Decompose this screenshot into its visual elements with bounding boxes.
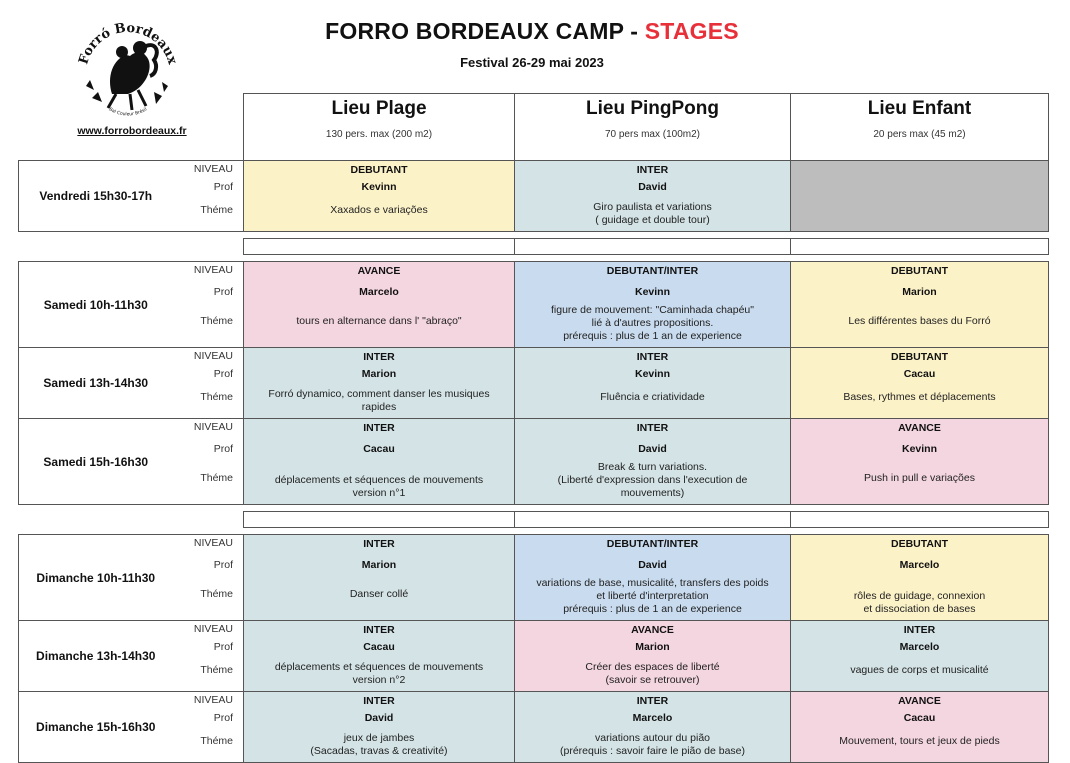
- class-theme-line: (Sacadas, travas & creativité): [310, 745, 448, 757]
- slot-label-cell: [19, 161, 169, 232]
- field-label-theme: Théme: [200, 315, 233, 327]
- venue-header-pingpong: [515, 94, 791, 161]
- field-label-level: NIVEAU: [193, 264, 233, 276]
- class-theme-line: jeux de jambes: [343, 732, 415, 744]
- class-theme: [248, 388, 510, 414]
- class-level: INTER: [636, 695, 669, 707]
- page-title-accent: STAGES: [644, 18, 739, 44]
- class-theme-line: version n°2: [352, 674, 406, 686]
- slot-row: [19, 692, 1049, 763]
- slot-label-cell: [19, 621, 169, 692]
- class-theme-line: Push in pull e variações: [864, 472, 975, 484]
- slot-label: Samedi 10h-11h30: [43, 297, 148, 312]
- class-theme: [519, 577, 786, 616]
- class-cell-pingpong: [515, 621, 791, 692]
- class-level: DEBUTANT: [350, 164, 408, 176]
- field-label-level: NIVEAU: [193, 623, 233, 635]
- class-theme-line: Bases, rythmes et déplacements: [843, 391, 996, 403]
- row-gap: [19, 505, 1049, 512]
- slot-label-cell: [19, 262, 169, 348]
- class-theme: [795, 664, 1044, 677]
- field-labels: [169, 161, 244, 232]
- class-cell-pingpong: [515, 262, 791, 348]
- spacer-row: [19, 512, 1049, 528]
- class-theme-line: prérequis : plus de 1 an de experience: [563, 603, 742, 615]
- field-label-teacher: Prof: [213, 559, 233, 571]
- class-theme: [795, 472, 1044, 485]
- class-theme-line: Break & turn variations.: [597, 461, 708, 473]
- slot-label: Vendredi 15h30-17h: [39, 189, 153, 203]
- spacer-cell: [791, 239, 1049, 255]
- class-level: INTER: [636, 164, 669, 176]
- class-level: DEBUTANT: [891, 538, 948, 550]
- page-title: [232, 18, 832, 45]
- field-label-theme: Théme: [200, 391, 233, 403]
- class-cell-plage: [244, 692, 515, 763]
- spacer-cell: [244, 512, 515, 528]
- venue-header-enfant: [791, 94, 1049, 161]
- class-theme-line: (Liberté d'expression dans l'execution de: [557, 474, 748, 486]
- field-label-level: NIVEAU: [193, 421, 233, 433]
- class-teacher: Kevinn: [901, 443, 937, 455]
- spacer-cell: [515, 239, 791, 255]
- class-teacher: Kevinn: [634, 368, 670, 380]
- class-theme: [519, 661, 786, 687]
- slot-row: [19, 262, 1049, 348]
- class-teacher: Cacau: [363, 641, 395, 653]
- class-teacher: Marion: [361, 368, 397, 380]
- class-cell-enfant: [791, 419, 1049, 505]
- class-teacher: David: [364, 712, 394, 724]
- class-theme: [795, 590, 1044, 616]
- class-teacher: Kevinn: [634, 286, 670, 298]
- class-theme-line: Les différentes bases du Forró: [848, 315, 991, 327]
- field-labels: [169, 419, 244, 505]
- class-theme: [795, 315, 1044, 328]
- class-theme-line: version n°1: [352, 487, 406, 499]
- class-cell-enfant: [791, 348, 1049, 419]
- field-label-theme: Théme: [200, 735, 233, 747]
- slot-row: [19, 161, 1049, 232]
- class-theme-line: tours en alternance dans l' "abraço": [296, 315, 462, 327]
- slot-label: Samedi 15h-16h30: [43, 454, 149, 469]
- schedule-table: [18, 93, 1049, 763]
- field-labels: [169, 348, 244, 419]
- class-theme-line: lié à d'autres propositions.: [591, 317, 714, 329]
- venue-capacity: 70 pers max (100m2): [604, 129, 701, 140]
- class-level: DEBUTANT: [891, 351, 948, 363]
- slot-label-cell: [19, 535, 169, 621]
- slot-row: [19, 535, 1049, 621]
- field-label-level: NIVEAU: [193, 537, 233, 549]
- spacer-blank: [19, 239, 244, 255]
- class-teacher: Marion: [635, 641, 670, 653]
- slot-label-cell: [19, 692, 169, 763]
- class-cell-plage: [244, 621, 515, 692]
- header-spacer: [19, 94, 244, 161]
- class-theme-line: ( guidage et double tour): [595, 214, 710, 226]
- class-theme: [248, 474, 510, 500]
- class-theme: [519, 732, 786, 758]
- class-theme-line: Fluência e criatividade: [600, 391, 705, 403]
- class-level: INTER: [363, 422, 395, 434]
- class-teacher: David: [638, 559, 667, 571]
- field-labels: [169, 621, 244, 692]
- class-cell-pingpong: [515, 419, 791, 505]
- spacer-cell: [244, 239, 515, 255]
- page-subtitle: Festival 26-29 mai 2023: [460, 55, 604, 70]
- class-theme: [519, 461, 786, 500]
- page-title-main: FORRO BORDEAUX CAMP -: [325, 18, 645, 44]
- class-cell-plage: [244, 161, 515, 232]
- field-label-teacher: Prof: [213, 443, 233, 455]
- class-theme: [519, 304, 786, 343]
- class-level: AVANCE: [898, 422, 941, 434]
- class-theme-line: Mouvement, tours et jeux de pieds: [839, 735, 1000, 747]
- class-theme: [248, 204, 510, 217]
- class-cell-plage: [244, 419, 515, 505]
- field-label-theme: Théme: [200, 588, 233, 600]
- class-theme-line: déplacements et séquences de mouvements: [274, 474, 484, 486]
- class-level: INTER: [363, 624, 395, 636]
- class-cell-enfant: [791, 161, 1049, 232]
- venue-name: Lieu Plage: [331, 98, 427, 119]
- class-level: DEBUTANT: [891, 265, 948, 277]
- class-cell-plage: [244, 348, 515, 419]
- class-teacher: Marcelo: [632, 712, 673, 724]
- class-theme-line: vagues de corps et musicalité: [850, 664, 989, 676]
- class-teacher: Marcelo: [359, 286, 399, 298]
- class-theme-line: rôles de guidage, connexion: [853, 590, 986, 602]
- class-teacher: David: [638, 443, 667, 455]
- slot-label: Dimanche 13h-14h30: [36, 649, 156, 663]
- slot-row: [19, 419, 1049, 505]
- slot-label-cell: [19, 348, 169, 419]
- venue-header-plage: [244, 94, 515, 161]
- row-gap: [19, 232, 1049, 239]
- slot-label: Samedi 13h-14h30: [43, 376, 149, 390]
- class-level: INTER: [363, 538, 395, 550]
- class-level: AVANCE: [631, 624, 674, 636]
- class-theme: [248, 315, 510, 328]
- class-theme-line: Danser collé: [349, 588, 409, 600]
- class-cell-pingpong: [515, 692, 791, 763]
- class-cell-pingpong: [515, 161, 791, 232]
- field-label-teacher: Prof: [213, 641, 233, 653]
- field-label-theme: Théme: [200, 472, 233, 484]
- class-cell-pingpong: [515, 535, 791, 621]
- class-cell-plage: [244, 535, 515, 621]
- class-theme-line: et dissociation de bases: [863, 603, 976, 615]
- venue-capacity: 130 pers. max (200 m2): [325, 129, 433, 140]
- class-theme-line: variations de base, musicalité, transfers des poids: [536, 577, 769, 589]
- class-teacher: Cacau: [903, 368, 936, 380]
- field-label-teacher: Prof: [213, 368, 233, 380]
- logo-text-bottom: Bal Couleur Brésil: [107, 107, 149, 118]
- class-level: DEBUTANT/INTER: [606, 265, 699, 277]
- class-teacher: David: [638, 181, 667, 193]
- logo-text-top: Forró Bordeaux: [76, 20, 180, 67]
- class-theme-line: (savoir se retrouver): [605, 674, 700, 686]
- class-cell-plage: [244, 262, 515, 348]
- class-theme-line: déplacements et séquences de mouvements: [274, 661, 484, 673]
- field-label-teacher: Prof: [213, 712, 233, 724]
- spacer-row: [19, 239, 1049, 255]
- field-label-teacher: Prof: [213, 286, 233, 298]
- class-theme-line: prérequis : plus de 1 an de experience: [563, 330, 742, 342]
- class-theme-line: et liberté d'interpretation: [596, 590, 709, 602]
- spacer-cell: [515, 512, 791, 528]
- field-label-level: NIVEAU: [193, 694, 233, 706]
- spacer-blank: [19, 512, 244, 528]
- field-labels: [169, 692, 244, 763]
- row-gap: [19, 255, 1049, 262]
- field-label-teacher: Prof: [213, 181, 233, 193]
- field-label-theme: Théme: [200, 204, 233, 216]
- class-theme-line: Giro paulista et variations: [593, 201, 712, 213]
- website-link[interactable]: www.forrobordeaux.fr: [77, 125, 187, 137]
- class-level: INTER: [363, 351, 395, 363]
- class-theme-line: Forró dynamico, comment danser les musiques: [268, 388, 490, 400]
- class-cell-enfant: [791, 692, 1049, 763]
- class-theme: [248, 661, 510, 687]
- slot-row: [19, 621, 1049, 692]
- class-theme-line: mouvements): [620, 487, 685, 499]
- slot-row: [19, 348, 1049, 419]
- class-cell-pingpong: [515, 348, 791, 419]
- class-teacher: Marion: [902, 286, 937, 298]
- class-theme: [795, 735, 1044, 748]
- class-level: INTER: [363, 695, 395, 707]
- class-teacher: Kevinn: [361, 181, 397, 193]
- class-theme-line: rapides: [361, 401, 397, 413]
- spacer-cell: [791, 512, 1049, 528]
- class-theme-line: Créer des espaces de liberté: [585, 661, 720, 673]
- class-teacher: Marion: [361, 559, 397, 571]
- field-labels: [169, 535, 244, 621]
- class-teacher: Cacau: [903, 712, 936, 724]
- class-cell-enfant: [791, 621, 1049, 692]
- class-theme-line: (prérequis : savoir faire le pião de base): [559, 745, 745, 757]
- class-cell-enfant: [791, 262, 1049, 348]
- class-teacher: Marcelo: [899, 641, 940, 653]
- field-label-theme: Théme: [200, 664, 233, 676]
- class-teacher: Cacau: [363, 443, 395, 455]
- class-theme-line: variations autour du pião: [595, 732, 710, 744]
- class-level: INTER: [636, 351, 669, 363]
- class-teacher: Marcelo: [899, 559, 940, 571]
- slot-label: Dimanche 10h-11h30: [36, 570, 156, 585]
- class-level: INTER: [903, 624, 936, 636]
- venue-name: Lieu PingPong: [586, 98, 719, 119]
- row-gap: [19, 528, 1049, 535]
- field-label-level: NIVEAU: [193, 163, 233, 175]
- field-labels: [169, 262, 244, 348]
- venue-capacity: 20 pers max (45 m2): [873, 129, 966, 140]
- class-level: INTER: [636, 422, 669, 434]
- class-level: AVANCE: [357, 265, 401, 277]
- field-label-level: NIVEAU: [193, 350, 233, 362]
- class-theme-line: figure de mouvement: "Caminhada chapéu": [551, 304, 754, 316]
- class-theme: [248, 588, 510, 601]
- class-cell-enfant: [791, 535, 1049, 621]
- class-theme: [248, 732, 510, 758]
- class-level: AVANCE: [898, 695, 941, 707]
- slot-label-cell: [19, 419, 169, 505]
- class-level: DEBUTANT/INTER: [606, 538, 699, 550]
- venue-name: Lieu Enfant: [867, 98, 972, 119]
- class-theme: [519, 201, 786, 227]
- class-theme: [519, 391, 786, 404]
- slot-label: Dimanche 15h-16h30: [36, 720, 156, 734]
- class-theme: [795, 391, 1044, 404]
- class-theme-line: Xaxados e variações: [330, 204, 428, 216]
